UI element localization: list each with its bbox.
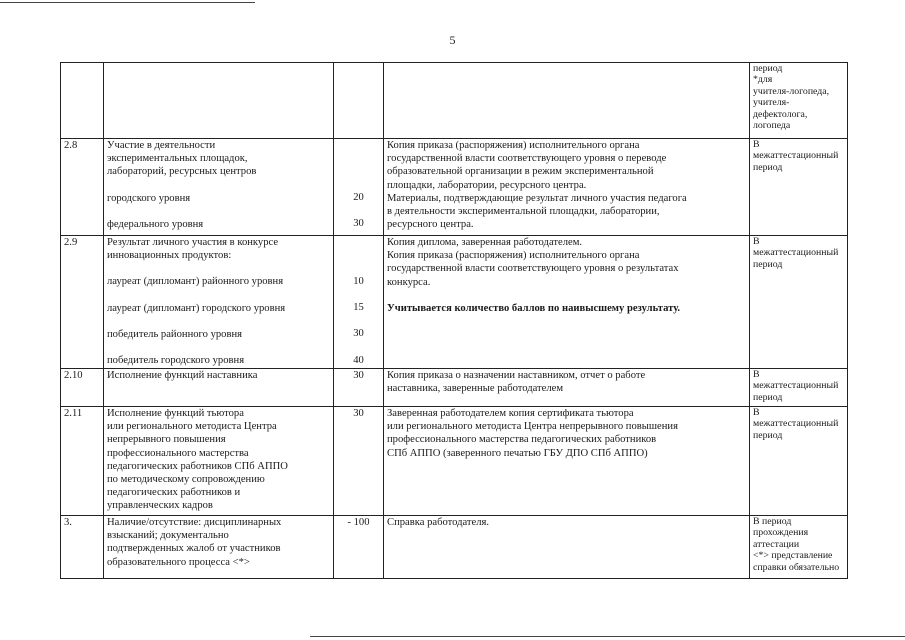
row-number: 3.	[61, 516, 104, 579]
row-evidence	[384, 369, 750, 407]
evidence-line: Материалы, подтверждающие результат личного участия педагога	[387, 192, 687, 204]
row-description	[104, 407, 334, 516]
row-period: В межаттестационный период	[750, 139, 848, 236]
evidence-line: или регионального методиста Центра непрерывного повышения	[387, 421, 678, 433]
table-row-3	[61, 516, 848, 579]
scan-artifact-line-bottom	[310, 636, 905, 637]
period-line: учителя-логопеда,	[753, 85, 830, 97]
row-number: 2.10	[61, 369, 104, 407]
table-row-2-10	[61, 369, 848, 407]
row-evidence	[384, 236, 750, 369]
desc-line: непрерывного повышения	[107, 434, 226, 446]
desc-line: управленческих кадров	[107, 500, 213, 512]
evidence-line: наставника, заверенные работодателем	[387, 383, 564, 395]
row-evidence	[384, 407, 750, 516]
desc-line: или регионального методиста Центра	[107, 421, 277, 433]
points-value: 30	[353, 408, 364, 419]
evidence-line: образовательной организации в режим экспериментальной	[387, 166, 654, 178]
evidence-line: профессионального мастерства педагогических работников	[387, 434, 657, 446]
cell-period	[750, 63, 848, 139]
evidence-line: СПб АППО (заверенного печатью ГБУ ДПО СПб АППО)	[387, 447, 648, 459]
sub-criterion-label: лауреат (дипломант) городского уровня	[107, 302, 286, 314]
points-value: 40	[353, 354, 364, 366]
row-points	[334, 369, 384, 407]
row-points	[334, 516, 384, 579]
criteria-table	[60, 62, 848, 579]
evidence-line: государственной власти соответствующего уровня о переводе	[387, 153, 667, 165]
evidence-line: Копия приказа (распоряжения) исполнительного органа	[387, 250, 640, 262]
points-value: 30	[353, 328, 364, 340]
period-line: дефектолога,	[753, 108, 808, 120]
row-period: В межаттестационный период	[750, 407, 848, 516]
evidence-note-bold: Учитывается количество баллов по наивысшему результату.	[387, 302, 681, 314]
desc-line: профессионального мастерства	[107, 447, 249, 459]
points-value: 20	[353, 192, 364, 203]
evidence-line: площадки, лаборатории, ресурсного центра.	[387, 179, 587, 191]
desc-line: лабораторий, ресурсных центров	[107, 166, 257, 178]
cell-evidence	[384, 63, 750, 139]
row-period: В межаттестационный период	[750, 369, 848, 407]
row-number: 2.11	[61, 407, 104, 516]
evidence-line: конкурса.	[387, 276, 431, 288]
period-line: период	[753, 63, 783, 74]
sub-criterion-label: городского уровня	[107, 192, 191, 204]
cell-description	[104, 63, 334, 139]
row-evidence	[384, 516, 750, 579]
evidence-line: Копия приказа о назначении наставником, отчет о работе	[387, 370, 646, 381]
desc-line: образовательного процесса <*>	[107, 556, 250, 568]
row-points	[334, 407, 384, 516]
table-row-2-11	[61, 407, 848, 516]
evidence-line: Справка работодателя.	[387, 517, 490, 528]
row-description	[104, 369, 334, 407]
desc-line: Наличие/отсутствие: дисциплинарных	[107, 517, 282, 528]
sub-criterion-label: победитель городского уровня	[107, 355, 245, 367]
row-description	[104, 516, 334, 579]
table-row-2-8	[61, 139, 848, 236]
desc-line: взысканий; документально	[107, 530, 229, 542]
evidence-line: Копия диплома, заверенная работодателем.	[387, 237, 583, 248]
period-line: *для	[753, 74, 773, 86]
evidence-line: Заверенная работодателем копия сертификата тьютора	[387, 408, 634, 419]
desc-line: по методическому сопровождению	[107, 474, 265, 486]
row-period: В период прохождения аттестации <*> представление справки обязательно	[750, 516, 848, 579]
points-value: 30	[353, 218, 364, 230]
table-row-continuation	[61, 63, 848, 139]
cell-points	[334, 63, 384, 139]
period-line: учителя-	[753, 97, 790, 109]
row-number: 2.8	[61, 139, 104, 236]
evidence-line: ресурсного центра.	[387, 219, 474, 231]
evidence-line: в деятельности экспериментальной площадки, лаборатории,	[387, 206, 660, 218]
row-description	[104, 139, 334, 236]
page-number: 5	[449, 33, 456, 47]
cell-number	[61, 63, 104, 139]
points-value: 30	[353, 370, 364, 381]
scan-artifact-line-top	[0, 2, 255, 3]
desc-line: подтвержденных жалоб от участников	[107, 543, 281, 555]
row-evidence	[384, 139, 750, 236]
desc-line: Исполнение функций наставника	[107, 370, 258, 381]
row-points	[334, 139, 384, 236]
desc-line: Результат личного участия в конкурсе	[107, 237, 279, 248]
desc-line: педагогических работников СПб АППО	[107, 460, 288, 472]
period-line: логопеда	[753, 120, 791, 132]
row-points	[334, 236, 384, 369]
row-number: 2.9	[61, 236, 104, 369]
desc-line: Исполнение функций тьютора	[107, 408, 244, 419]
table-row-2-9	[61, 236, 848, 369]
evidence-line: государственной власти соответствующего уровня о результатах	[387, 263, 679, 275]
sub-criterion-label: лауреат (дипломант) районного уровня	[107, 276, 284, 288]
points-value: 15	[353, 302, 364, 314]
sub-criterion-label: победитель районного уровня	[107, 328, 242, 340]
row-period: В межаттестационный период	[750, 236, 848, 369]
points-value: - 100	[347, 517, 370, 528]
desc-line: инновационных продуктов:	[107, 250, 232, 262]
desc-line: экспериментальных площадок,	[107, 153, 248, 165]
points-value: 10	[353, 276, 364, 287]
row-description	[104, 236, 334, 369]
desc-line: педагогических работников и	[107, 487, 241, 499]
sub-criterion-label: федерального уровня	[107, 218, 204, 230]
evidence-line: Копия приказа (распоряжения) исполнительного органа	[387, 140, 640, 151]
desc-line: Участие в деятельности	[107, 140, 216, 151]
